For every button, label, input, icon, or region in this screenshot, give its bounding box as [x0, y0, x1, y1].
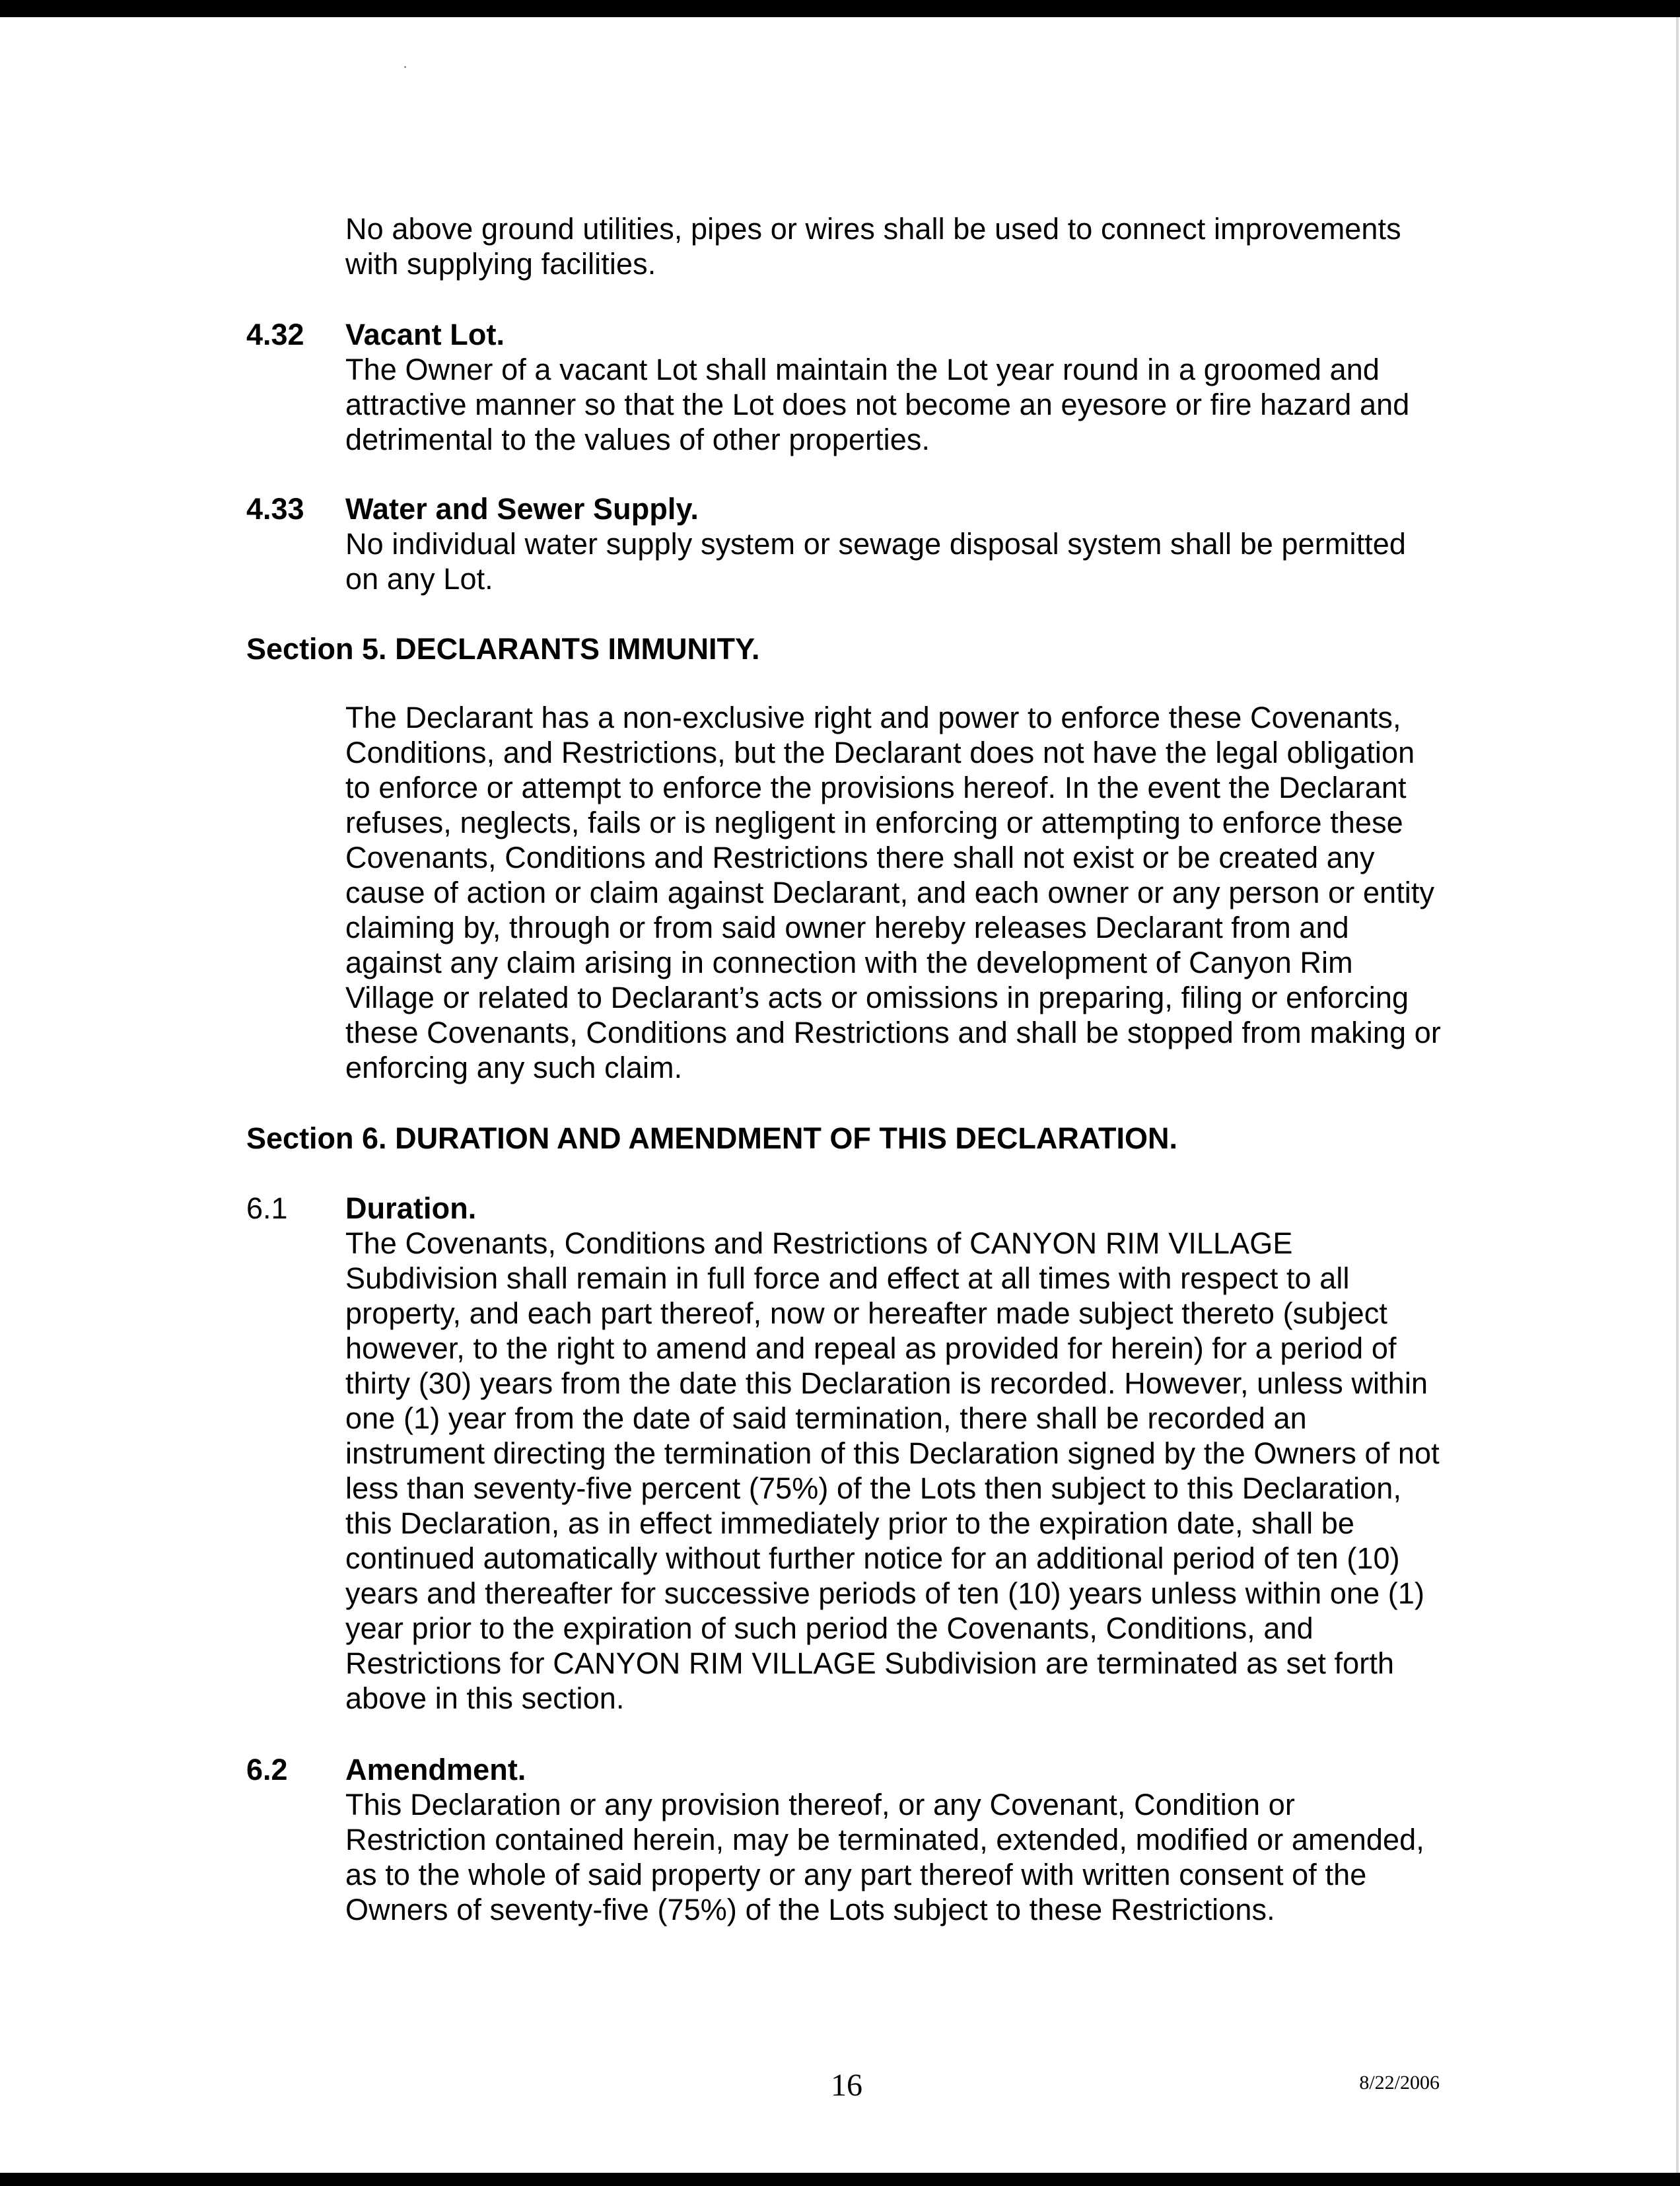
- section-5-heading: Section 5. DECLARANTS IMMUNITY.: [246, 632, 760, 666]
- scan-right-edge: [1676, 17, 1679, 2173]
- section-title-vacant-lot: Vacant Lot.: [345, 318, 505, 351]
- scan-top-border: [0, 0, 1680, 17]
- section-body-vacant-lot: The Owner of a vacant Lot shall maintain the Lot year round in a groomed and attractive manner so that the Lot does not become an eyesore or fire hazard and detrimental to the values of other properties.: [345, 353, 1410, 456]
- section-body-duration: The Covenants, Conditions and Restrictions of CANYON RIM VILLAGE Subdivision shall remain in full force and effect at all times with respect to all property, and each part thereof, now or hereafter made subject thereto (subject however, to the right to amend and repeal as provided for herein) for a period of thirty (30) years from the date this Declaration is recorded. However, unless within one (1) year from the date of said termination, there shall be recorded an instrument directing the termination of this Declaration signed by the Owners of not less than seventy-five percent (75%) of the Lots then subject to this Declaration, this Declaration, as in effect immediately prior to the expiration date, shall be continued automatically without further notice for an additional period of ten (10) years and thereafter for successive periods of ten (10) years unless within one (1) year prior to the expiration of such period the Covenants, Conditions, and Restrictions for CANYON RIM VILLAGE Subdivision are terminated as set forth above in this section.: [345, 1226, 1440, 1715]
- section-body-amendment: This Declaration or any provision thereof, or any Covenant, Condition or Restriction contained herein, may be terminated, extended, modified or amended, as to the whole of said property or any part thereof with written consent of the Owners of seventy-five (75%) of the Lots subject to these Restrictions.: [345, 1788, 1424, 1926]
- section-title-amendment: Amendment.: [345, 1753, 526, 1786]
- page-number: 16: [831, 2068, 862, 2103]
- section-number-4-33: 4.33: [246, 492, 304, 526]
- section-number-4-32: 4.32: [246, 318, 304, 351]
- section-6-heading: Section 6. DURATION AND AMENDMENT OF THIS DECLARATION.: [246, 1121, 1177, 1155]
- section-title-duration: Duration.: [345, 1191, 477, 1225]
- section-5-body: The Declarant has a non-exclusive right and power to enforce these Covenants, Conditions, and Restrictions, but the Declarant does not have the legal obligation to enforce or attempt to enforce the provisions hereof. In the event the Declarant refuses, neglects, fails or is negligent in enforcing or attempting to enforce these Covenants, Conditions and Restrictions there shall not exist or be created any cause of action or claim against Declarant, and each owner or any person or entity claiming by, through or from said owner hereby releases Declarant from and against any claim arising in connection with the development of Canyon Rim Village or related to Declarant’s acts or omissions in preparing, filing or enforcing these Covenants, Conditions and Restrictions and shall be stopped from making or enforcing any such claim.: [345, 701, 1441, 1084]
- intro-paragraph: No above ground utilities, pipes or wires shall be used to connect improvements with supplying facilities.: [345, 212, 1401, 281]
- footer-date: 8/22/2006: [1359, 2072, 1440, 2094]
- section-number-6-2: 6.2: [246, 1753, 288, 1786]
- section-body-water-sewer: No individual water supply system or sewage disposal system shall be permitted on any Lot.: [345, 527, 1407, 596]
- section-title-water-sewer: Water and Sewer Supply.: [345, 492, 699, 526]
- section-number-6-1: 6.1: [246, 1191, 288, 1225]
- scan-speck: [404, 66, 406, 68]
- scan-bottom-border: [0, 2173, 1680, 2186]
